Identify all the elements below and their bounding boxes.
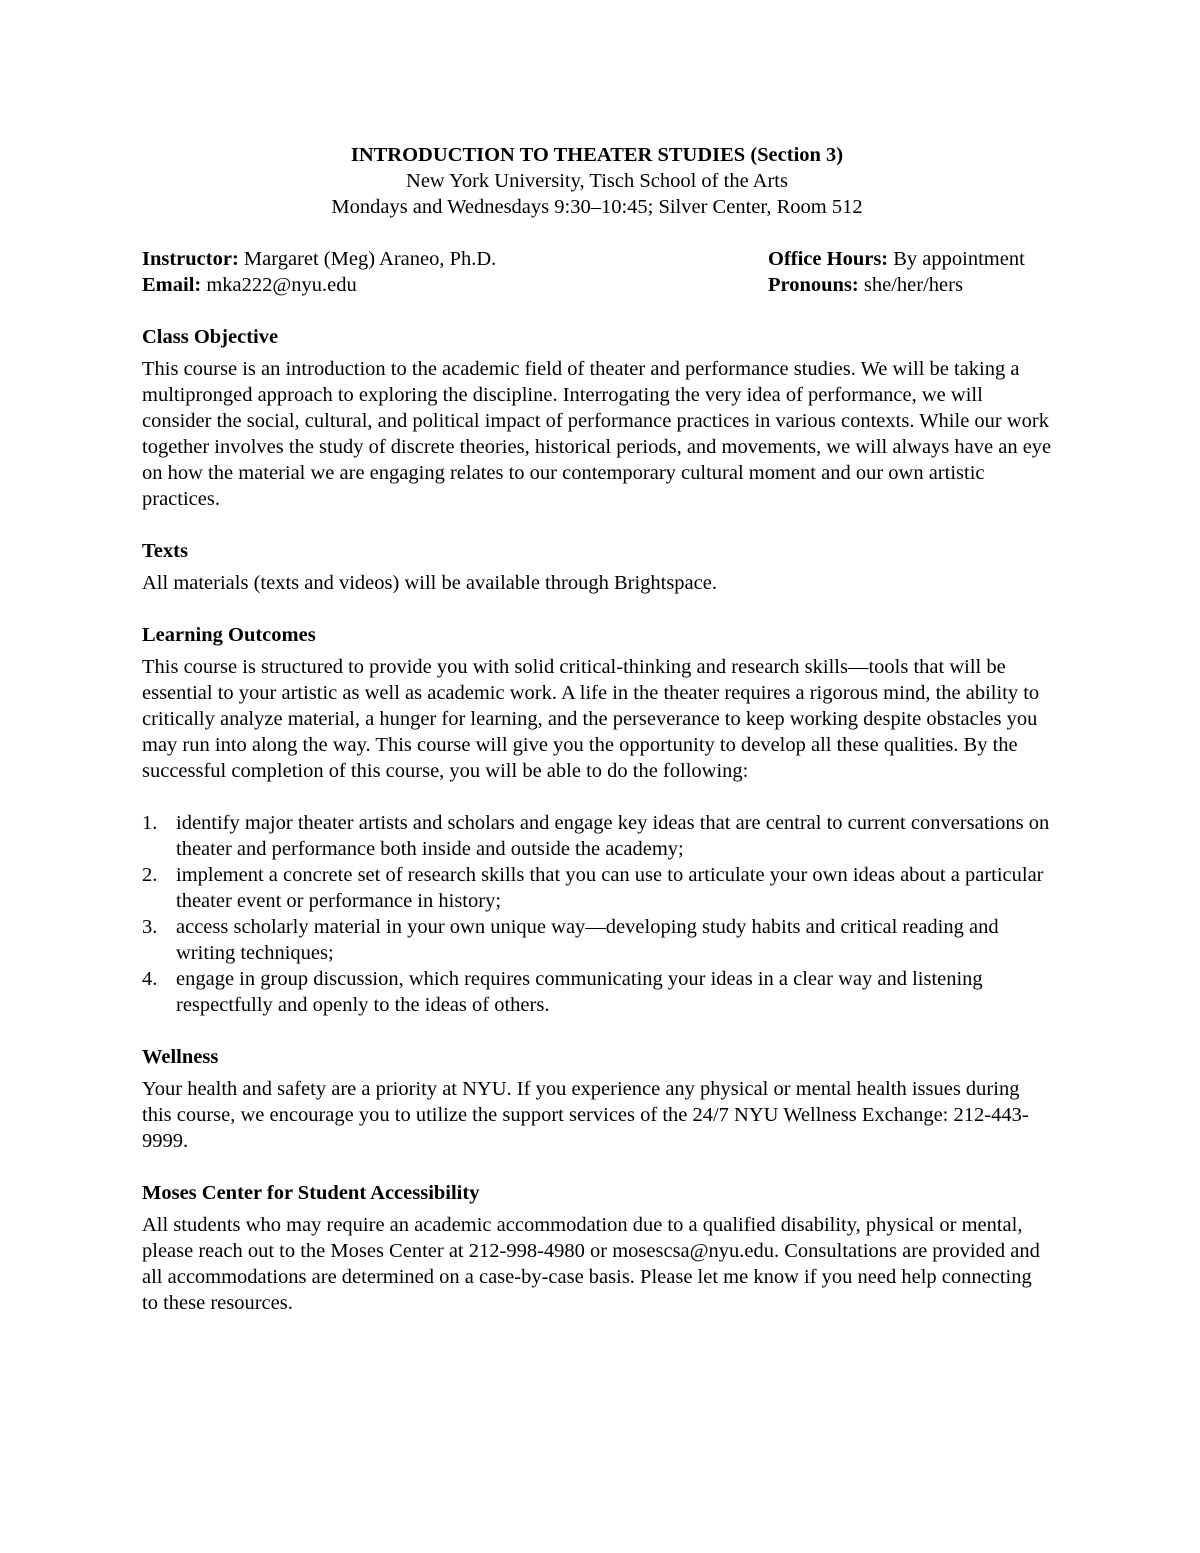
- texts-heading: Texts: [142, 540, 188, 562]
- class-objective-body: This course is an introduction to the academic field of theater and performance studies. We will be taking a multipronged approach to exploring the discipline. Interrogating the very idea of performance, we will consider the social, cultural, and political impact of performance practices in various contexts. While our work together involves the study of discrete theories, historical periods, and movements, we will always have an eye on how the material we are engaging relates to our contemporary cultural moment and our own artistic practices.: [142, 358, 1052, 510]
- class-objective-heading: Class Objective: [142, 326, 279, 348]
- wellness-heading: Wellness: [142, 1046, 219, 1068]
- learning-outcomes-list: [142, 810, 1052, 1018]
- institution-line: New York University, Tisch School of the Arts: [406, 170, 788, 192]
- pronouns-value: she/her/hers: [858, 274, 963, 296]
- learning-outcomes-body: This course is structured to provide you with solid critical-thinking and research skills—tools that will be essential to your artistic as well as academic work. A life in the theater requires a rigorous mind, the ability to critically analyze material, a hunger for learning, and the perseverance to keep working despite obstacles you may run into along the way. This course will give you the opportunity to develop all these qualities. By the successful completion of this course, you will be able to do the following:: [142, 656, 1040, 782]
- list-item-text: implement a concrete set of research skills that you can use to articulate your own ideas about a particular theater event or performance in history;: [176, 864, 1044, 912]
- office-hours-line: [768, 246, 1052, 272]
- list-item-number: 2.: [142, 864, 158, 886]
- email-value: mka222@nyu.edu: [201, 274, 357, 296]
- texts-body: All materials (texts and videos) will be available through Brightspace.: [142, 572, 717, 594]
- instructor-line: [142, 246, 496, 272]
- list-item-text: identify major theater artists and scholars and engage key ideas that are central to current conversations on theater and performance both inside and outside the academy;: [176, 812, 1050, 860]
- wellness-body: Your health and safety are a priority at NYU. If you experience any physical or mental health issues during this course, we encourage you to utilize the support services of the 24/7 NYU Wellness Exchange: 212-443-9999.: [142, 1078, 1029, 1152]
- email-label: Email:: [142, 274, 202, 296]
- meta-right-column: [768, 246, 1052, 298]
- office-hours-value: By appointment: [888, 248, 1025, 270]
- moses-center-heading: Moses Center for Student Accessibility: [142, 1182, 480, 1204]
- pronouns-line: [768, 272, 1052, 298]
- list-item: [142, 914, 1052, 966]
- office-hours-label: Office Hours:: [768, 248, 889, 270]
- list-item-number: 1.: [142, 812, 158, 834]
- meta-left-column: [142, 246, 496, 298]
- moses-center-body: All students who may require an academic accommodation due to a qualified disability, physical or mental, please reach out to the Moses Center at 212-998-4980 or mosescsa@nyu.edu. Consultations are provided and all accommodations are determined on a case-by-case basis. Please let me know if you need help connecting to these resources.: [142, 1214, 1040, 1314]
- list-item-number: 4.: [142, 968, 158, 990]
- list-item: [142, 862, 1052, 914]
- list-item-number: 3.: [142, 916, 158, 938]
- list-item: [142, 966, 1052, 1018]
- title-block: [142, 142, 1052, 220]
- learning-outcomes-heading: Learning Outcomes: [142, 624, 316, 646]
- syllabus-page: [142, 142, 1052, 1316]
- instructor-label: Instructor:: [142, 248, 239, 270]
- email-line: [142, 272, 496, 298]
- pronouns-label: Pronouns:: [768, 274, 859, 296]
- list-item-text: engage in group discussion, which requires communicating your ideas in a clear way and listening respectfully and openly to the ideas of others.: [176, 968, 983, 1016]
- schedule-line: Mondays and Wednesdays 9:30–10:45; Silver Center, Room 512: [331, 196, 863, 218]
- course-title: INTRODUCTION TO THEATER STUDIES (Section 3): [350, 144, 844, 166]
- instructor-value: Margaret (Meg) Araneo, Ph.D.: [238, 248, 497, 270]
- list-item: [142, 810, 1052, 862]
- course-meta: [142, 246, 1052, 298]
- list-item-text: access scholarly material in your own unique way—developing study habits and critical reading and writing techniques;: [176, 916, 999, 964]
